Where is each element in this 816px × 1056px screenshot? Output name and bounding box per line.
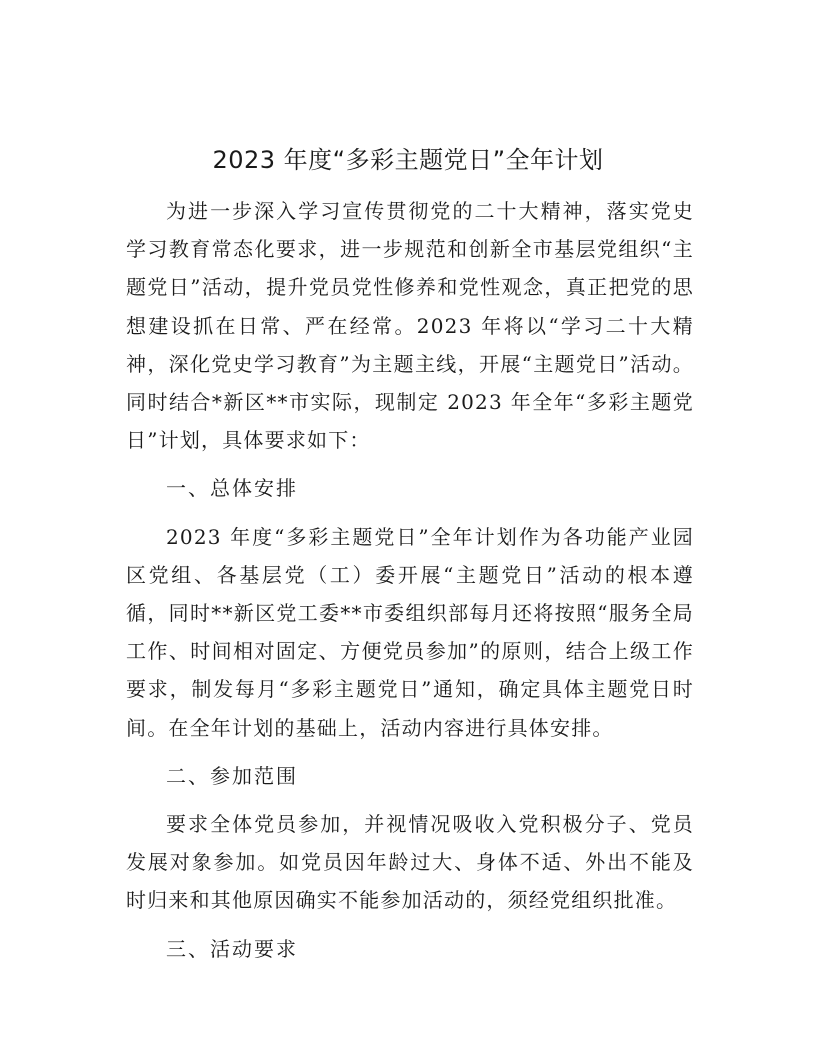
section-heading-activity-requirements: 三、活动要求 bbox=[166, 936, 298, 961]
section-heading-participation-scope: 二、参加范围 bbox=[166, 763, 298, 788]
section-heading-overall-arrangement: 一、总体安排 bbox=[166, 476, 298, 501]
document-body bbox=[126, 192, 694, 968]
overall-arrangement-paragraph: 2023 年度“多彩主题党日”全年计划作为各功能产业园区党组、各基层党（工）委开展“主题党日”活动的根本遵循，同时**新区党工委**市委组织部每月还将按照“服务全局工作、时间相对固定、方便党员参加”的原则，结合上级工作要求，制发每月“多彩主题党日”通知，确定具体主题党日时间。在全年计划的基础上，活动内容进行具体安排。 bbox=[126, 524, 694, 740]
participation-scope-paragraph: 要求全体党员参加，并视情况吸收入党积极分子、党员发展对象参加。如党员因年龄过大、身体不适、外出不能及时归来和其他原因确实不能参加活动的，须经党组织批准。 bbox=[126, 812, 694, 913]
intro-paragraph: 为进一步深入学习宣传贯彻党的二十大精神，落实党史学习教育常态化要求，进一步规范和创新全市基层党组织“主题党日”活动，提升党员党性修养和党性观念，真正把党的思想建设抓在日常、严在经常。2023 年将以“学习二十大精神，深化党史学习教育”为主题主线，开展“主题党日”活动。同时结合*新区**市实际，现制定 2023 年全年“多彩主题党日”计划，具体要求如下： bbox=[126, 199, 694, 453]
document-title: 2023 年度“多彩主题党日”全年计划 bbox=[212, 146, 604, 174]
